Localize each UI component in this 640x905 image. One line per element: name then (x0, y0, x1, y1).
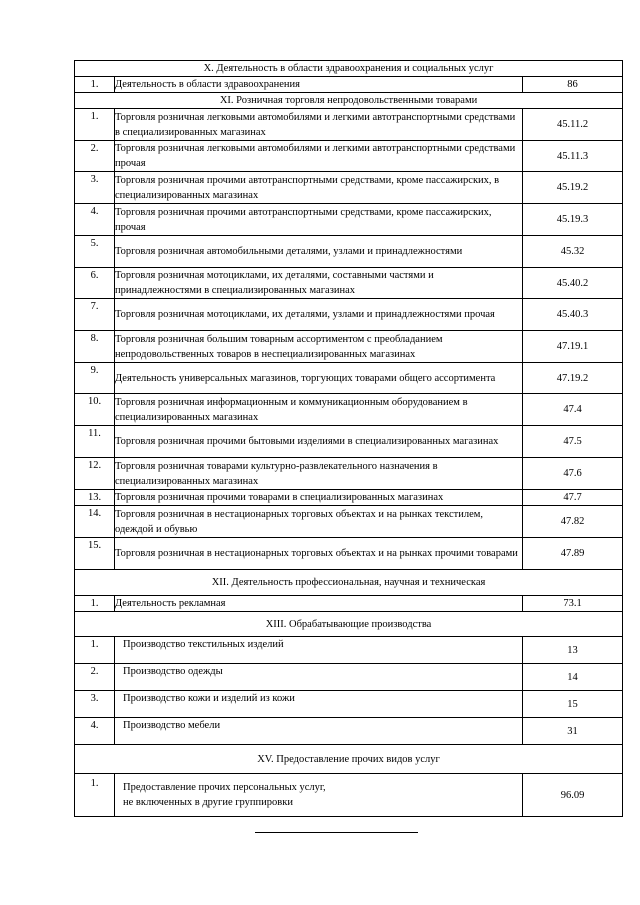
table-row (75, 718, 623, 745)
row-code: 45.19.2 (523, 172, 623, 204)
row-number: 1. (75, 774, 115, 817)
section-title: XV. Предоставление прочих видов услуг (75, 745, 623, 774)
table-row (75, 490, 623, 506)
row-code: 86 (523, 77, 623, 93)
row-code: 45.11.2 (523, 109, 623, 141)
row-activity (115, 774, 523, 817)
row-activity: Торговля розничная прочими автотранспортными средствами, кроме пассажирских, прочая (115, 204, 523, 236)
row-code: 45.40.2 (523, 268, 623, 299)
table-row (75, 141, 623, 172)
row-code: 47.19.1 (523, 331, 623, 363)
row-activity-line: Предоставление прочих персональных услуг, (123, 782, 326, 793)
table-row (75, 268, 623, 299)
table-row (75, 506, 623, 538)
table-row (75, 363, 623, 394)
row-number: 12. (75, 458, 115, 490)
row-number: 1. (75, 109, 115, 141)
row-activity: Торговля розничная мотоциклами, их деталями, составными частями и принадлежностями в специализированных магазинах (115, 268, 523, 299)
row-code: 47.89 (523, 538, 623, 570)
row-activity: Торговля розничная прочими автотранспортными средствами, кроме пассажирских, в специализированных магазинах (115, 172, 523, 204)
row-number: 8. (75, 331, 115, 363)
table-row (75, 299, 623, 331)
row-activity: Торговля розничная автомобильными деталями, узлами и принадлежностями (115, 236, 523, 268)
row-code: 96.09 (523, 774, 623, 817)
row-activity: Производство мебели (115, 718, 523, 745)
row-code: 47.5 (523, 426, 623, 458)
row-number: 9. (75, 363, 115, 394)
okved-table (74, 60, 623, 817)
row-number: 1. (75, 637, 115, 664)
table-row (75, 172, 623, 204)
table-row (75, 637, 623, 664)
row-activity: Деятельность рекламная (115, 596, 523, 612)
row-number: 3. (75, 172, 115, 204)
row-code: 31 (523, 718, 623, 745)
section-header-row (75, 61, 623, 77)
row-code: 45.40.3 (523, 299, 623, 331)
row-activity: Деятельность в области здравоохранения (115, 77, 523, 93)
row-number: 10. (75, 394, 115, 426)
section-header-row (75, 745, 623, 774)
row-number: 1. (75, 77, 115, 93)
footnote-separator-line (255, 832, 418, 833)
section-header-row (75, 93, 623, 109)
section-title: XIII. Обрабатывающие производства (75, 612, 623, 637)
row-activity: Деятельность универсальных магазинов, торгующих товарами общего ассортимента (115, 363, 523, 394)
table-row (75, 331, 623, 363)
row-activity: Торговля розничная легковыми автомобилями и легкими автотранспортными средствами прочая (115, 141, 523, 172)
section-title: XI. Розничная торговля непродовольственными товарами (75, 93, 623, 109)
row-code: 47.6 (523, 458, 623, 490)
row-number: 2. (75, 664, 115, 691)
table-row (75, 109, 623, 141)
row-activity: Производство текстильных изделий (115, 637, 523, 664)
row-activity: Торговля розничная товарами культурно-развлекательного назначения в специализированных магазинах (115, 458, 523, 490)
row-code: 47.82 (523, 506, 623, 538)
row-code: 15 (523, 691, 623, 718)
row-activity: Торговля розничная прочими бытовыми изделиями в специализированных магазинах (115, 426, 523, 458)
row-code: 45.19.3 (523, 204, 623, 236)
row-code: 45.32 (523, 236, 623, 268)
row-activity: Торговля розничная легковыми автомобилями и легкими автотранспортными средствами в специализированных магазинах (115, 109, 523, 141)
row-code: 47.7 (523, 490, 623, 506)
row-code: 14 (523, 664, 623, 691)
row-activity: Торговля розничная мотоциклами, их деталями, узлами и принадлежностями прочая (115, 299, 523, 331)
table-row (75, 596, 623, 612)
row-number: 14. (75, 506, 115, 538)
section-title: X. Деятельность в области здравоохранения и социальных услуг (75, 61, 623, 77)
row-number: 2. (75, 141, 115, 172)
table-row (75, 426, 623, 458)
row-activity: Торговля розничная информационным и коммуникационным оборудованием в специализированных магазинах (115, 394, 523, 426)
table-row (75, 458, 623, 490)
row-activity: Производство одежды (115, 664, 523, 691)
row-number: 1. (75, 596, 115, 612)
table-row (75, 394, 623, 426)
table-row (75, 664, 623, 691)
row-code: 13 (523, 637, 623, 664)
section-header-row (75, 612, 623, 637)
section-header-row (75, 570, 623, 596)
table-row (75, 691, 623, 718)
row-number: 11. (75, 426, 115, 458)
row-number: 3. (75, 691, 115, 718)
table-row (75, 774, 623, 817)
row-number: 6. (75, 268, 115, 299)
row-activity: Торговля розничная прочими товарами в специализированных магазинах (115, 490, 523, 506)
row-code: 45.11.3 (523, 141, 623, 172)
table-row (75, 77, 623, 93)
table-row (75, 538, 623, 570)
row-number: 15. (75, 538, 115, 570)
row-activity: Торговля розничная большим товарным ассортиментом с преобладанием непродовольственных товаров в неспециализированных магазинах (115, 331, 523, 363)
row-number: 13. (75, 490, 115, 506)
row-code: 73.1 (523, 596, 623, 612)
row-code: 47.4 (523, 394, 623, 426)
row-number: 4. (75, 718, 115, 745)
row-number: 5. (75, 236, 115, 268)
row-code: 47.19.2 (523, 363, 623, 394)
row-number: 4. (75, 204, 115, 236)
table-row (75, 236, 623, 268)
row-activity: Производство кожи и изделий из кожи (115, 691, 523, 718)
row-number: 7. (75, 299, 115, 331)
row-activity: Торговля розничная в нестационарных торговых объектах и на рынках текстилем, одеждой и обувью (115, 506, 523, 538)
row-activity: Торговля розничная в нестационарных торговых объектах и на рынках прочими товарами (115, 538, 523, 570)
section-title: XII. Деятельность профессиональная, научная и техническая (75, 570, 623, 596)
table-row (75, 204, 623, 236)
row-activity-line: не включенных в другие группировки (123, 797, 293, 808)
